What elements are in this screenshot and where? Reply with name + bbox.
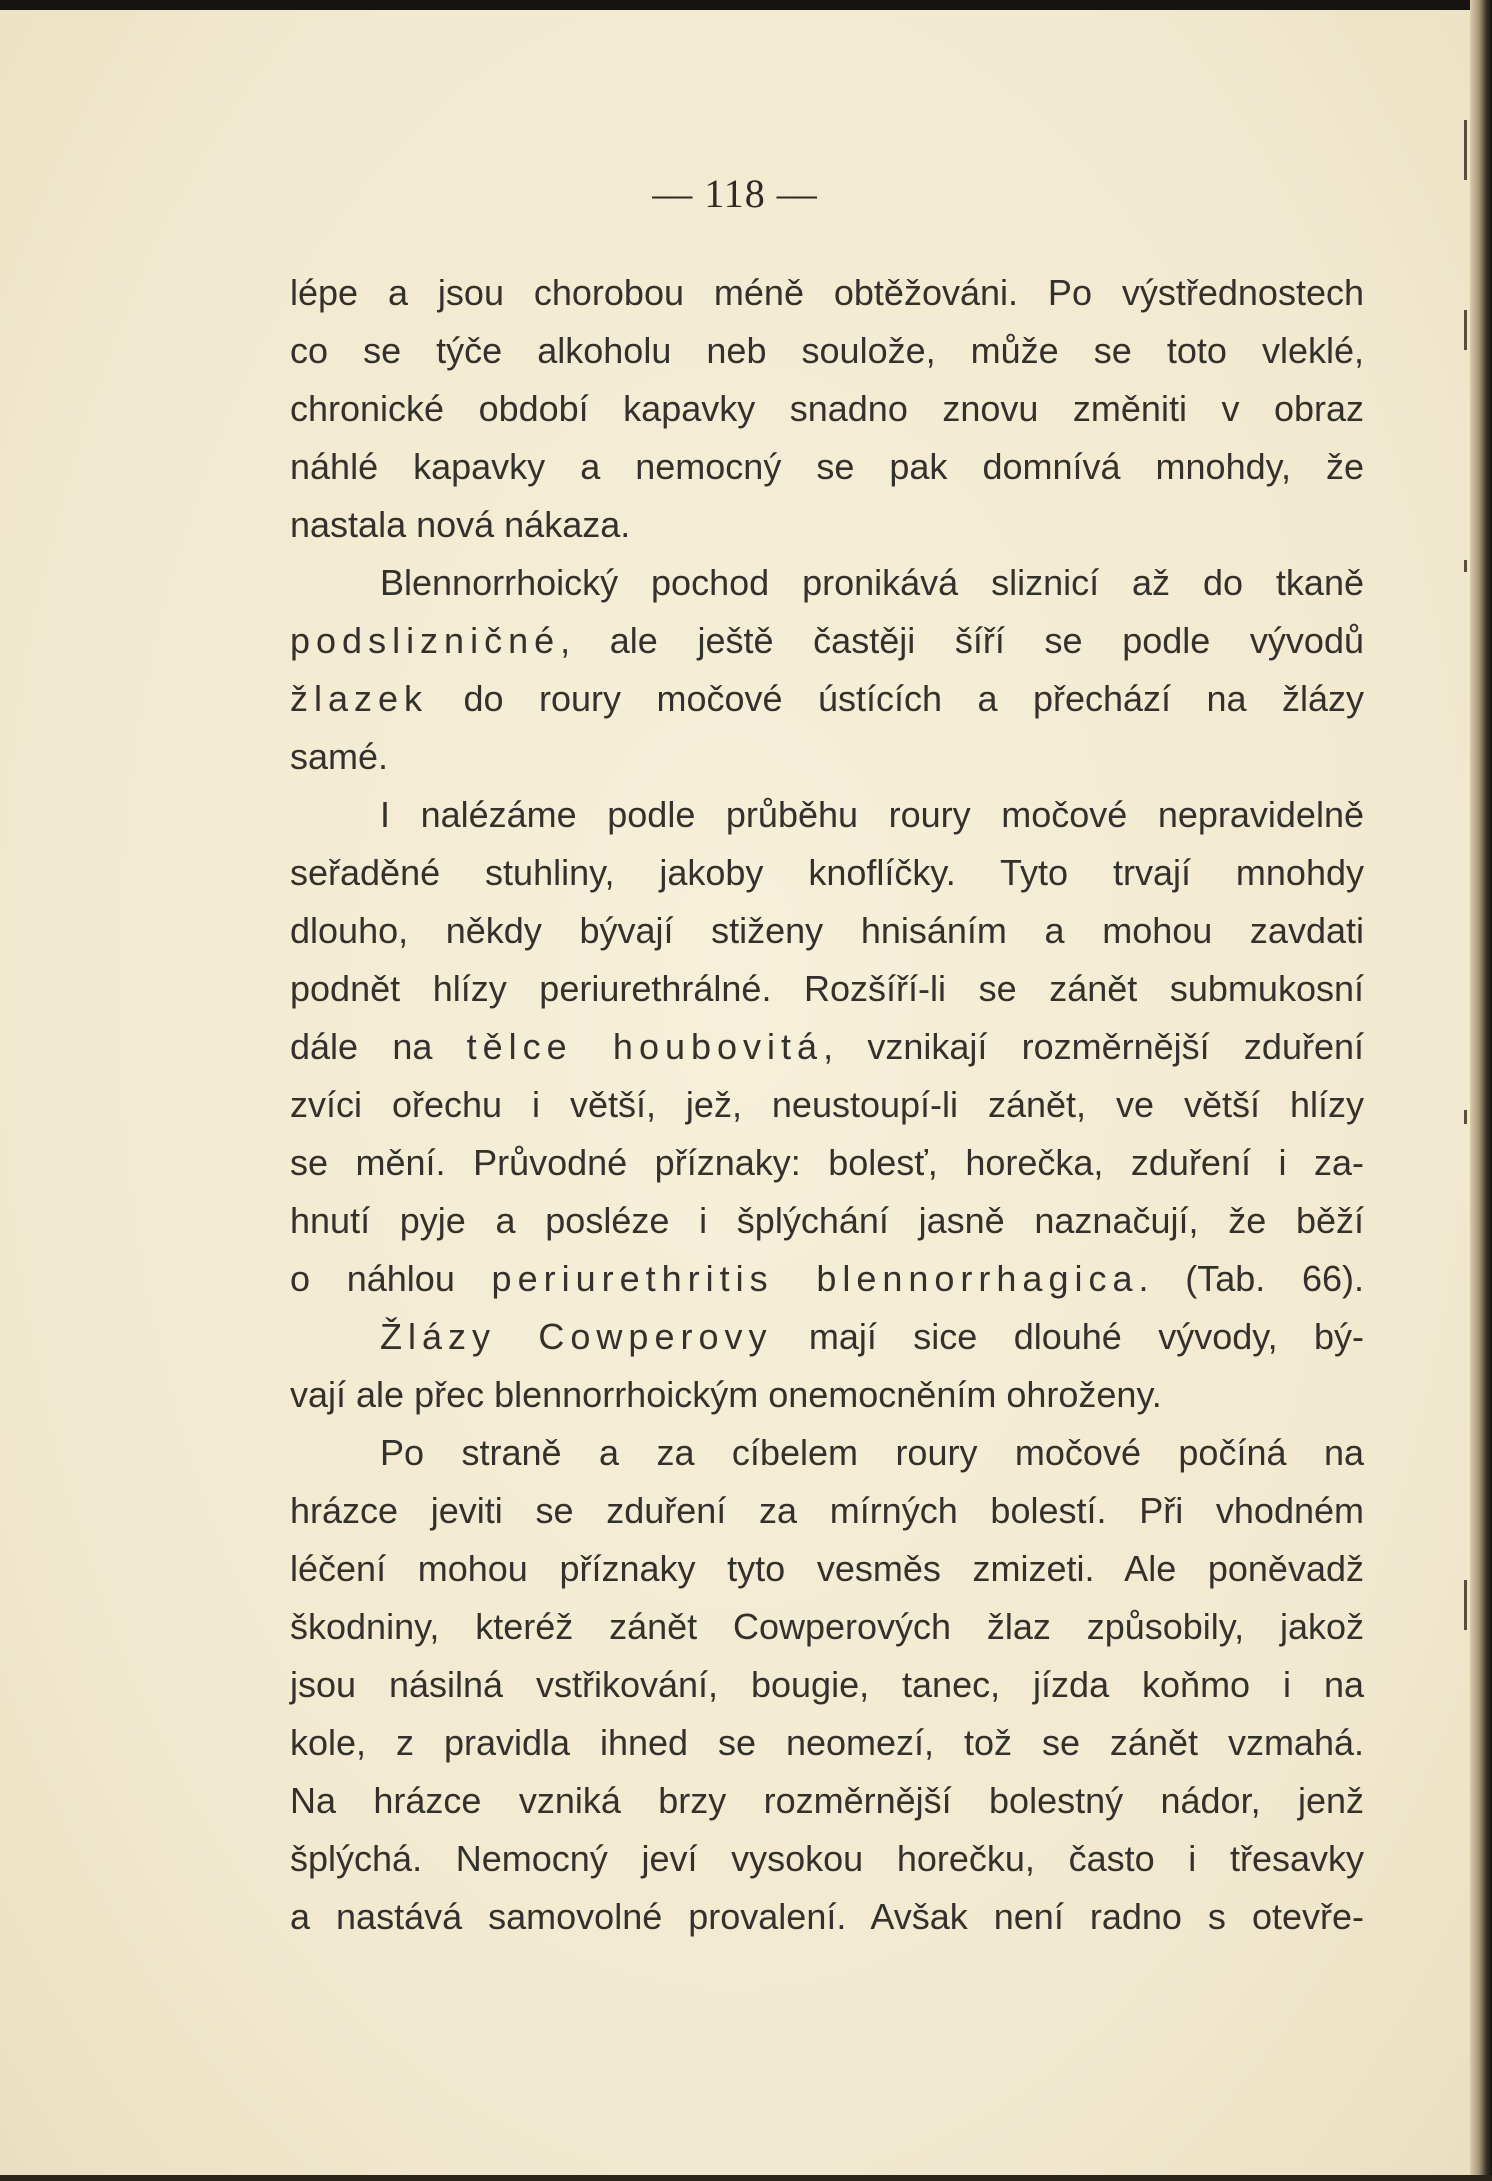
text-line: podnět hlízy periurethrálné. Rozšíří-li se zánět submukosní — [290, 968, 1364, 1009]
text-line: zvíci ořechu i větší, jež, neustoupí-li zánět, ve větší hlízy — [290, 1084, 1364, 1125]
text-line: I nalézáme podle průběhu roury močové nepravidelně — [380, 794, 1364, 835]
text-line: dále na tělce houbovitá, vznikají rozměrnější zduření — [290, 1026, 1364, 1067]
text-line: nastala nová nákaza. — [290, 504, 631, 545]
text-line: Žlázy Cowperovy mají sice dlouhé vývody, bý- — [380, 1316, 1364, 1357]
text-line: Blennorrhoický pochod pronikává sliznicí až do tkaně — [380, 562, 1364, 603]
emphasized-term: Žlázy Cowperovy — [380, 1316, 773, 1357]
text-line: Na hrázce vzniká brzy rozměrnější bolestný nádor, jenž — [290, 1780, 1364, 1821]
text-line: Po straně a za cíbelem roury močové počíná na — [380, 1432, 1364, 1473]
text-line: kole, z pravidla ihned se neomezí, tož se zánět vzmahá. — [290, 1722, 1364, 1763]
text-line: a nastává samovolné provalení. Avšak není radno s otevře- — [290, 1896, 1364, 1937]
text-line: léčení mohou příznaky tyto vesměs zmizeti. Ale poněvadž — [290, 1548, 1364, 1589]
bottom-edge — [0, 2175, 1492, 2181]
text-line: jsou násilná vstřikování, bougie, tanec, jízda koňmo i na — [290, 1664, 1364, 1705]
text-line: seřaděné stuhliny, jakoby knoflíčky. Tyto trvají mnohdy — [290, 852, 1364, 893]
body-text — [290, 264, 1364, 1946]
gutter-marks — [1464, 0, 1472, 2181]
text-line: šplýchá. Nemocný jeví vysokou horečku, často i třesavky — [290, 1838, 1364, 1879]
emphasized-term: periurethritis blennorrhagica — [491, 1258, 1139, 1299]
emphasized-term: žlazek — [290, 678, 429, 719]
text-line: se mění. Průvodné příznaky: bolesť, horečka, zduření i za- — [290, 1142, 1364, 1183]
text-line: chronické období kapavky snadno znovu změniti v obraz — [290, 388, 1364, 429]
text-line: vají ale přec blennorrhoickým onemocněním ohroženy. — [290, 1374, 1162, 1415]
page-number-header: — 118 — — [652, 171, 818, 216]
text-line: podslizničné, ale ještě častěji šíří se podle vývodů — [290, 620, 1364, 661]
emphasized-term: tělce houbovitá — [466, 1026, 824, 1067]
text-line: dlouho, někdy bývají stiženy hnisáním a mohou zavdati — [290, 910, 1364, 951]
text-line: škodniny, kteréž zánět Cowperových žlaz způsobily, jakož — [290, 1606, 1364, 1647]
text-line: co se týče alkoholu neb soulože, může se toto vleklé, — [290, 330, 1364, 371]
text-line: hrázce jeviti se zduření za mírných bolestí. Při vhodném — [290, 1490, 1364, 1531]
text-line: lépe a jsou chorobou méně obtěžováni. Po výstřednostech — [290, 272, 1364, 313]
text-line: žlazek do roury močové ústících a přechází na žlázy — [290, 678, 1364, 719]
text-line: hnutí pyje a posléze i šplýchání jasně naznačují, že běží — [290, 1200, 1364, 1241]
text-line: náhlé kapavky a nemocný se pak domnívá mnohdy, že — [290, 446, 1364, 487]
text-line: o náhlou periurethritis blennorrhagica. (Tab. 66). — [290, 1258, 1364, 1299]
book-spine-edge — [1470, 0, 1492, 2181]
text-line: samé. — [290, 736, 389, 777]
emphasized-term: podslizničné — [290, 620, 561, 661]
